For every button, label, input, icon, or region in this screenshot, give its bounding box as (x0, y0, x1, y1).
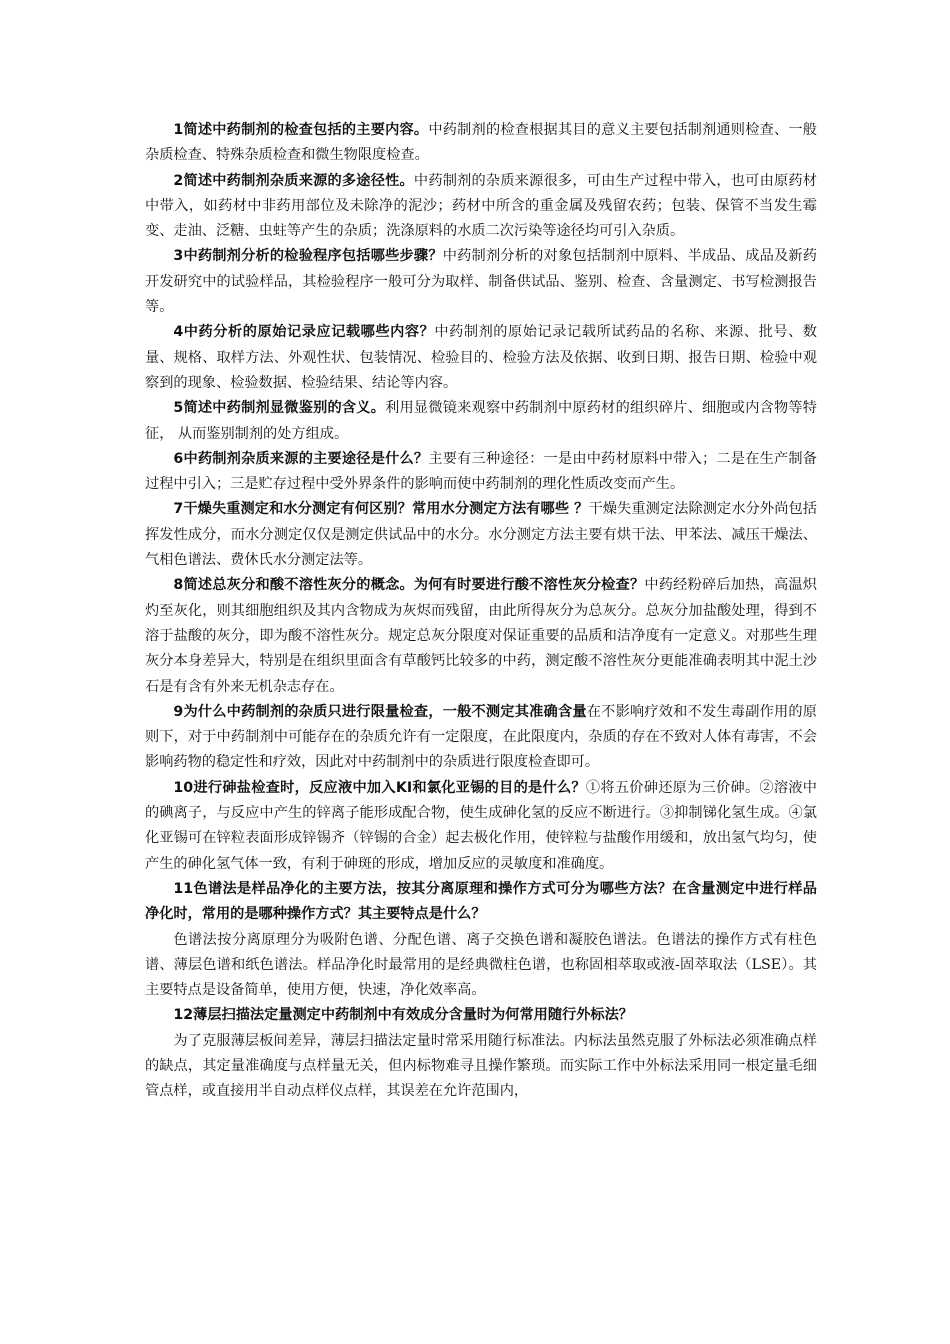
question-text: 3中药制剂分析的检验程序包括哪些步骤？ (173, 248, 443, 265)
answer-text: 中药制剂的原始记录记载所试药品的名称、来源、批号、数量、规格、取样方法、外观性状、包装情况、检验目的、检验方法及依据、收到日期、报告日期、检验中观察到的现象、检验数据、检验结果、结论等内容。 (145, 324, 817, 391)
answer-11: 色谱法按分离原理分为吸附色谱、分配色谱、离子交换色谱和凝胶色谱法。色谱法的操作方式有柱色谱、薄层色谱和纸色谱法。样品净化时最常用的是经典微柱色谱，也称固相萃取或液-固萃取法（LSE）。其主要特点是设备简单，使用方便，快速，净化效率高。 (145, 931, 817, 999)
qa-item-1 (145, 118, 817, 169)
answer-text: 主要有三种途径：一是由中药材原料中带入；二是在生产制备过程中引入；三是贮存过程中受外界条件的影响而使中药制剂的理化性质改变而产生。 (145, 450, 817, 493)
answer-text: 干燥失重测定法除测定水分外尚包括挥发性成分，而水分测定仅仅是测定供试品中的水分。水分测定方法主要有烘干法、甲苯法、减压干燥法、气相色谱法、费休氏水分测定法等。 (145, 501, 817, 569)
answer-text: 利用显微镜来观察中药制剂中原药材的组织碎片、细胞或内含物等特征， 从而鉴别制剂的处方组成。 (145, 400, 817, 442)
answer-text: 中药制剂分析的对象包括制剂中原料、半成品、成品及新药开发研究中的试验样品，其检验程序一般可分为取样、制备供试品、鉴别、检查、含量测定、书写检测报告等。 (145, 248, 817, 316)
document-page (145, 118, 817, 1105)
answer-12: 为了克服薄层板间差异，薄层扫描法定量时常采用随行标准法。内标法虽然克服了外标法必须准确点样的缺点，其定量准确度与点样量无关，但内标物难寻且操作繁琐。而实际工作中外标法采用同一根定量毛细管点样，或直接用半自动点样仪点样，其误差在允许范围内， (145, 1032, 817, 1100)
question-text: 7干燥失重测定和水分测定有何区别？常用水分测定方法有哪些 ？ (173, 501, 589, 518)
question-text: 5简述中药制剂显微鉴别的含义。 (173, 400, 386, 417)
question-text: 1简述中药制剂的检查包括的主要内容。 (173, 122, 429, 138)
question-text: 4中药分析的原始记录应记载哪些内容？ (173, 324, 435, 341)
answer-text: 在不影响疗效和不发生毒副作用的原则下，对于中药制剂中可能存在的杂质允许有一定限度，在此限度内，杂质的存在不致对人体有毒害，不会影响药物的稳定性和疗效，因此对中药制剂中的杂质进行限度检查即可。 (145, 703, 817, 771)
question-11: 11色谱法是样品净化的主要方法，按其分离原理和操作方式可分为哪些方法？在含量测定中进行样品净化时，常用的是哪种操作方式？其主要特点是什么？ (145, 880, 817, 923)
question-text: 8简述总灰分和酸不溶性灰分的概念。为何有时要进行酸不溶性灰分检查？ (173, 577, 645, 594)
qa-item-8 (145, 573, 817, 699)
qa-item-6 (145, 447, 817, 498)
qa-item-4 (145, 320, 817, 396)
qa-item-7 (145, 497, 817, 573)
question-text: 9为什么中药制剂的杂质只进行限量检查，一般不测定其准确含量 (173, 703, 587, 720)
qa-item-2 (145, 169, 817, 245)
question-text: 6中药制剂杂质来源的主要途径是什么？ (173, 450, 429, 467)
question-text: 10进行砷盐检查时，反应液中加入KI和氯化亚锡的目的是什么？ (173, 779, 586, 796)
question-12: 12薄层扫描法定量测定中药制剂中有效成分含量时为何常用随行外标法？ (173, 1007, 633, 1024)
answer-text: 中药制剂的检查根据其目的意义主要包括制剂通则检查、一般杂质检查、特殊杂质检查和微生物限度检查。 (145, 122, 817, 164)
qa-item-10 (145, 776, 817, 877)
qa-item-5 (145, 396, 817, 447)
qa-item-9 (145, 700, 817, 776)
answer-text: 中药制剂的杂质来源很多，可由生产过程中带入，也可由原药材中带入，如药材中非药用部位及未除净的泥沙；药材中所含的重金属及残留农药；包装、保管不当发生霉变、走油、泛糖、虫蛀等产生的杂质；洗涤原料的水质二次污染等途径均可引入杂质。 (145, 172, 817, 240)
answer-text: 中药经粉碎后加热，高温炽灼至灰化，则其细胞组织及其内含物成为灰烬而残留，由此所得灰分为总灰分。总灰分加盐酸处理，得到不溶于盐酸的灰分，即为酸不溶性灰分。规定总灰分限度对保证重要的品质和洁净度有一定意义。对那些生理灰分本身差异大，特别是在组织里面含有草酸钙比较多的中药，测定酸不溶性灰分更能准确表明其中泥土沙石是有含有外来无机杂志存在。 (145, 577, 817, 695)
qa-item-3 (145, 244, 817, 320)
answer-text: ①将五价砷还原为三价砷。②溶液中的碘离子，与反应中产生的锌离子能形成配合物，使生成砷化氢的反应不断进行。③抑制锑化氢生成。④氯化亚锡可在锌粒表面形成锌锡齐（锌锡的合金）起去极化作用，使锌粒与盐酸作用缓和，放出氢气均匀，使产生的砷化氢气体一致，有利于砷斑的形成，增加反应的灵敏度和准确度。 (145, 779, 817, 872)
question-text: 2简述中药制剂杂质来源的多途径性。 (173, 172, 414, 189)
